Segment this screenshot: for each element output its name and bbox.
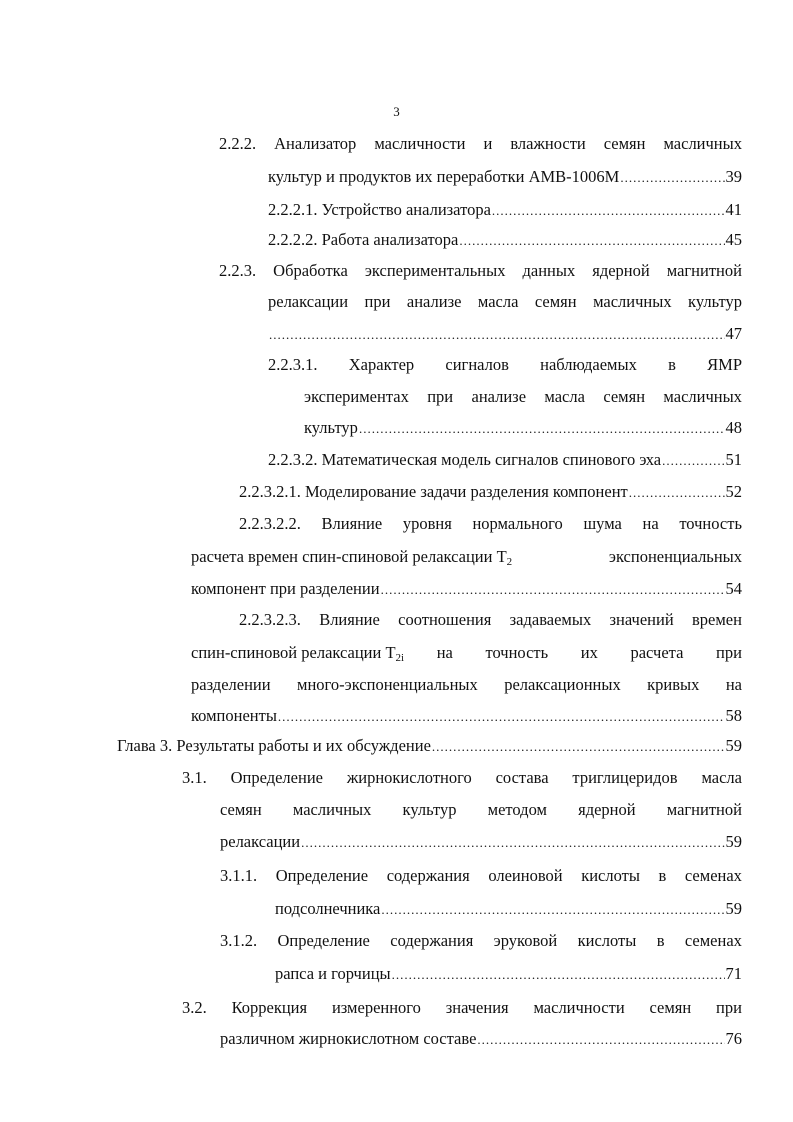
toc-entry-text: 2.2.3.2.1. Моделирование задачи разделения компонент [239,482,628,501]
toc-word: и [483,134,493,153]
toc-word: точность [485,643,549,662]
toc-word: в [668,355,676,374]
toc-word: семян [649,998,692,1017]
toc-word: кислоты [581,866,640,885]
toc-word: 2.2.3.1. [268,355,318,374]
toc-line [191,673,742,697]
toc-word: экспериментах [304,387,409,406]
toc-word: эруковой [493,931,558,950]
toc-entry-line[interactable] [268,448,742,472]
leader-dots [477,1028,724,1052]
toc-entry-line[interactable] [239,480,742,504]
toc-entry-line[interactable] [268,198,742,222]
toc-word: на [436,643,453,662]
toc-entry-line[interactable] [275,962,742,986]
toc-word: семян [534,292,577,311]
toc-word: 2.2.3.2.3. [239,610,301,629]
toc-word: Обработка [273,261,348,280]
toc-word: содержания [390,931,474,950]
toc-word: значений [609,610,674,629]
toc-word: разделении [191,675,271,694]
leader-dots [492,199,725,223]
toc-entry-text: 2.2.2.1. Устройство анализатора [268,200,491,219]
subscript: 2i [395,652,405,664]
toc-word: семян [220,800,262,819]
toc-word: масличных [292,800,372,819]
toc-line [191,545,742,569]
toc-word: уровня [402,514,452,533]
toc-line-text: расчета времен спин-спиновой релаксации $T_2$ [191,547,513,568]
toc-word: 3.1.2. [220,931,258,950]
toc-line [191,641,742,665]
toc-page-number: 47 [725,324,742,343]
toc-page-number: 59 [725,736,742,755]
toc-entry-text: рапса и горчицы [275,964,391,983]
toc-word: культур [402,800,457,819]
toc-word: Анализатор [274,134,357,153]
toc-word: точность [679,514,742,533]
toc-word: измеренного [331,998,421,1017]
toc-line [239,512,742,536]
leader-dots [620,166,724,190]
toc-word: Определение [277,931,370,950]
toc-entry-line[interactable] [268,165,742,189]
toc-word: Определение [230,768,323,787]
toc-entry-text: Глава 3. Результаты работы и их обсуждение [117,736,431,755]
leader-dots [662,449,724,473]
toc-page-number: 51 [725,450,742,469]
toc-word: жирнокислотного [346,768,472,787]
toc-word: задаваемых [509,610,592,629]
toc-word: масла [544,387,585,406]
toc-word: Влияние [321,514,383,533]
leader-dots [432,735,725,759]
toc-line [182,766,742,790]
toc-word: масличных [663,387,742,406]
toc-word: кривых [647,675,700,694]
toc-entry-line[interactable] [220,1027,742,1051]
toc-page-number: 71 [725,964,742,983]
subscript: 2 [506,556,513,568]
toc-entry-line[interactable] [191,704,742,728]
leader-dots [301,831,724,855]
toc-word: семенах [684,931,742,950]
toc-word: состава [495,768,549,787]
toc-word: при [364,292,391,311]
toc-entry-text: культур [304,418,358,437]
toc-word: анализе [471,387,527,406]
toc-page-number: 52 [725,482,742,501]
leader-dots [381,898,724,922]
toc-word: масличности [374,134,466,153]
toc-page-number: 45 [725,230,742,249]
toc-word: Влияние [319,610,380,629]
toc-word: на [642,514,659,533]
toc-word: масличных [663,134,742,153]
toc-word: культур [688,292,742,311]
toc-word: кислоты [577,931,637,950]
toc-word: экспериментальных [364,261,506,280]
toc-line [268,290,742,314]
toc-word: сигналов [445,355,509,374]
leader-dots [359,417,725,441]
toc-line [239,608,742,632]
toc-word: 2.2.3. [219,261,257,280]
toc-word: триглицеридов [572,768,678,787]
toc-word: содержания [386,866,470,885]
toc-entry-line[interactable] [275,897,742,921]
toc-word: 3.1.1. [220,866,258,885]
toc-entry-text: 2.2.2.2. Работа анализатора [268,230,459,249]
toc-word: анализе [406,292,462,311]
toc-word: ядерной [592,261,650,280]
toc-line [304,385,742,409]
toc-line [220,929,742,953]
toc-word: Характер [348,355,415,374]
toc-entry-text: компоненты [191,706,277,725]
toc-word: влажности [510,134,586,153]
toc-line-text: спин-спиновой релаксации $T_{2i}$ [191,643,405,664]
toc-word: на [725,675,742,694]
toc-entry-line[interactable] [191,577,742,601]
toc-word: при [716,998,742,1017]
toc-line [219,259,742,283]
toc-page-number: 59 [725,832,742,851]
toc-line [219,132,742,156]
toc-entry-text: 2.2.3.2. Математическая модель сигналов спинового эха [268,450,662,469]
toc-entry-text: подсолнечника [275,899,381,918]
toc-word: релаксационных [504,675,621,694]
toc-word: ядерной [578,800,636,819]
leader-dots [392,963,725,987]
toc-entry-text: релаксации [220,832,301,851]
leader-dots [278,705,725,729]
toc-line [182,996,742,1020]
page-number: 3 [393,104,400,119]
toc-word: масла [701,768,742,787]
toc-entry-text: компонент при разделении [191,579,380,598]
leader-dots [459,229,724,253]
toc-entry-line[interactable] [220,830,742,854]
toc-line [220,864,742,888]
leader-dots [381,578,725,602]
toc-word: методом [487,800,547,819]
toc-word: соотношения [398,610,492,629]
toc-word: Определение [275,866,369,885]
toc-word: данных [522,261,576,280]
toc-word: магнитной [666,261,742,280]
toc-word: ЯМР [707,355,742,374]
toc-word: при [427,387,454,406]
toc-word: 2.2.2. [219,134,257,153]
toc-word: Коррекция [231,998,308,1017]
toc-line-text: экспоненциальных [608,547,742,566]
toc-word: 3.1. [182,768,207,787]
toc-entry-line[interactable] [268,322,742,346]
toc-word: семенах [684,866,742,885]
toc-word: при [716,643,742,662]
toc-word: расчета [630,643,684,662]
toc-page-number: 39 [725,167,742,186]
toc-entry-line[interactable] [268,228,742,252]
toc-entry-text: культур и продуктов их переработки АМВ-1006М [268,167,620,186]
toc-word: в [658,866,667,885]
toc-entry-line[interactable] [304,416,742,440]
toc-page-number: 48 [725,418,742,437]
toc-line [220,798,742,822]
toc-word: семян [603,134,646,153]
toc-page-number: 54 [725,579,742,598]
toc-word: 3.2. [182,998,207,1017]
leader-dots [629,481,725,505]
toc-entry-line[interactable] [117,734,742,758]
toc-entry-text: различном жирнокислотном составе [220,1029,477,1048]
toc-word: их [580,643,598,662]
toc-word: времен [691,610,742,629]
toc-word: релаксации [268,292,349,311]
toc-word: значения [445,998,509,1017]
toc-word: масличных [593,292,672,311]
toc-page-number: 58 [725,706,742,725]
toc-word: магнитной [666,800,742,819]
toc-page-number: 59 [725,899,742,918]
toc-word: нормального [472,514,563,533]
leader-dots [269,323,725,347]
toc-page-number: 41 [725,200,742,219]
toc-line [268,353,742,377]
toc-word: масличности [533,998,625,1017]
toc-word: наблюдаемых [540,355,637,374]
toc-page-number: 76 [725,1029,742,1048]
toc-word: 2.2.3.2.2. [239,514,301,533]
toc-word: семян [603,387,646,406]
toc-word: масла [477,292,519,311]
toc-word: шума [583,514,622,533]
toc-word: олеиновой [488,866,563,885]
toc-word: в [656,931,665,950]
toc-word: много-экспоненциальных [297,675,478,694]
